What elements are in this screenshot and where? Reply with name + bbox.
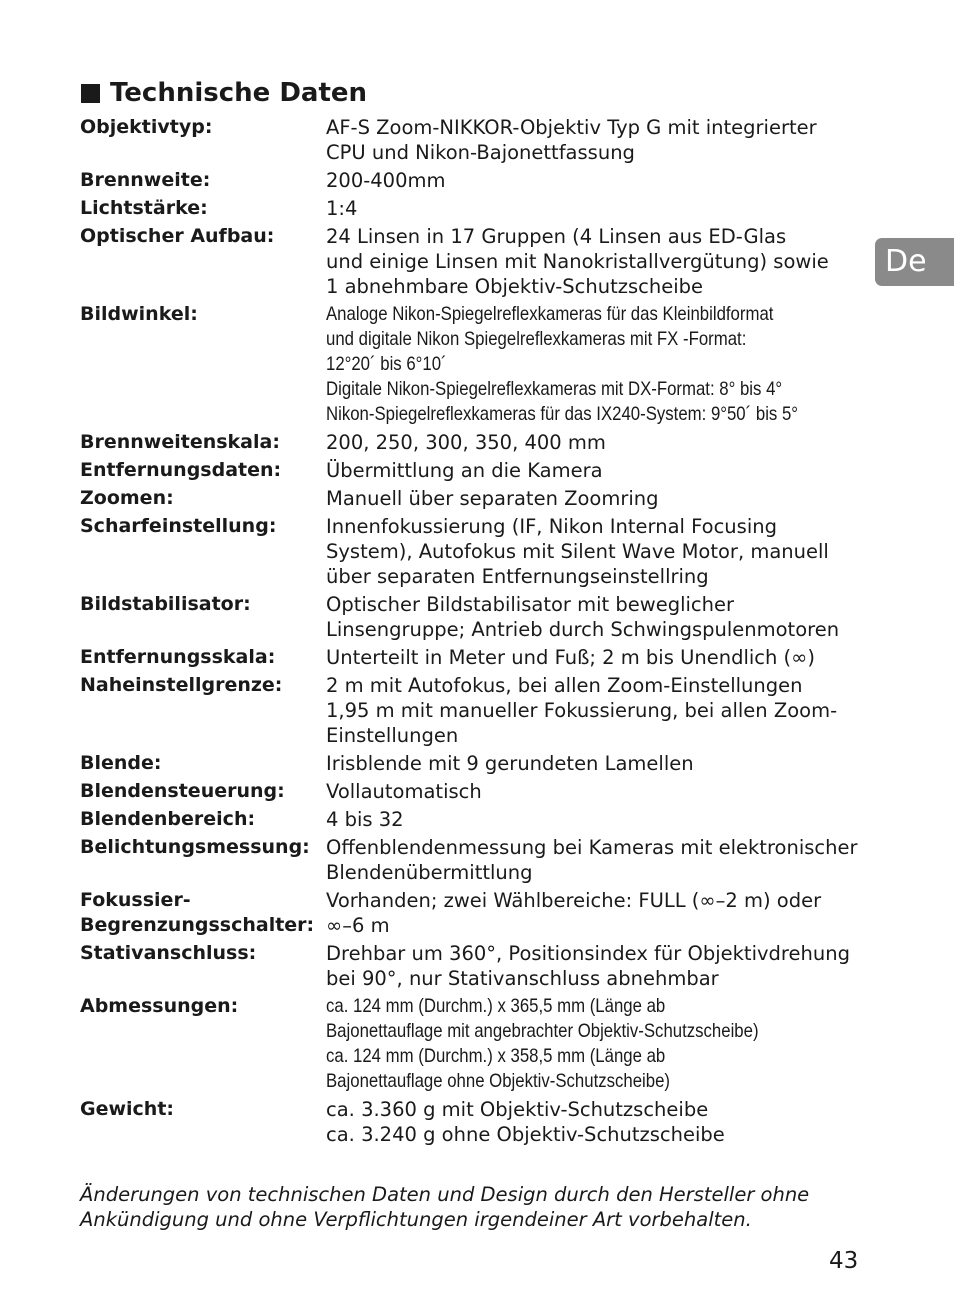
spec-label: Optischer Aufbau: — [80, 225, 275, 247]
spec-value — [326, 514, 880, 589]
spec-label: Stativanschluss: — [80, 942, 257, 964]
spec-value-line: System), Autofokus mit Silent Wave Motor, manuell — [326, 540, 829, 563]
spec-value — [326, 430, 880, 455]
spec-value-line: Einstellungen — [326, 724, 459, 747]
spec-value — [326, 751, 880, 776]
spec-value-line: Digitale Nikon-Spiegelreflexkameras mit DX-Format: 8° bis 4° — [326, 378, 783, 400]
spec-value — [326, 458, 880, 483]
spec-label: Objektivtyp: — [80, 116, 213, 138]
spec-row-blendensteuerung — [80, 779, 880, 804]
spec-label: Naheinstellgrenze: — [80, 674, 283, 696]
spec-value-line: 1,95 m mit manueller Fokussierung, bei allen Zoom- — [326, 699, 838, 722]
spec-label: Bildwinkel: — [80, 303, 198, 325]
page-title-text: Technische Daten — [110, 78, 368, 108]
spec-label: Zoomen: — [80, 487, 174, 509]
language-tab: De — [875, 238, 954, 286]
spec-value-line: Vollautomatisch — [326, 780, 482, 803]
spec-value — [326, 941, 880, 991]
spec-value-line: Manuell über separaten Zoomring — [326, 487, 659, 510]
spec-value-line: 4 bis 32 — [326, 808, 404, 831]
spec-row-naheinstellgrenze — [80, 673, 880, 748]
spec-row-entfernungsskala — [80, 645, 880, 670]
spec-value — [326, 1097, 880, 1147]
spec-value — [326, 645, 880, 670]
disclaimer-note — [80, 1182, 880, 1232]
spec-label: Gewicht: — [80, 1098, 175, 1120]
spec-value-line: Bajonettauflage ohne Objektiv-Schutzscheibe) — [326, 1070, 670, 1092]
page-number: 43 — [829, 1248, 859, 1274]
spec-row-stativanschluss — [80, 941, 880, 991]
spec-value — [326, 779, 880, 804]
spec-value-line: 200-400mm — [326, 169, 446, 192]
spec-label: Lichtstärke: — [80, 197, 208, 219]
spec-value-line: ca. 124 mm (Durchm.) x 358,5 mm (Länge ab — [326, 1045, 666, 1067]
spec-value-line: und digitale Nikon Spiegelreflexkameras mit FX -Format: — [326, 328, 747, 350]
spec-label: Entfernungsskala: — [80, 646, 276, 668]
spec-label-line: Begrenzungsschalter: — [80, 914, 315, 936]
spec-value-line: 1 abnehmbare Objektiv-Schutzscheibe — [326, 275, 704, 298]
spec-value-line: 12°20´ bis 6°10´ — [326, 353, 447, 375]
spec-value — [326, 168, 880, 193]
spec-value — [326, 888, 880, 938]
spec-value — [326, 673, 880, 748]
spec-table — [80, 115, 880, 1150]
spec-value — [326, 592, 880, 642]
spec-value-line: ca. 3.240 g ohne Objektiv-Schutzscheibe — [326, 1123, 725, 1146]
spec-value-line: und einige Linsen mit Nanokristallvergütung) sowie — [326, 250, 829, 273]
spec-label: Entfernungsdaten: — [80, 459, 282, 481]
spec-value-line: bei 90°, nur Stativanschluss abnehmbar — [326, 967, 719, 990]
spec-label: Belichtungsmessung: — [80, 836, 310, 858]
spec-label: Blendenbereich: — [80, 808, 256, 830]
spec-value-line: über separaten Entfernungseinstellring — [326, 565, 709, 588]
disclaimer-line: Ankündigung und ohne Verpflichtungen irgendeiner Art vorbehalten. — [80, 1208, 752, 1231]
spec-row-brennweite — [80, 168, 880, 193]
spec-value-line: 2 m mit Autofokus, bei allen Zoom-Einstellungen — [326, 674, 803, 697]
spec-value-line: Analoge Nikon-Spiegelreflexkameras für das Kleinbildformat — [326, 303, 774, 325]
spec-value-line: 200, 250, 300, 350, 400 mm — [326, 431, 606, 454]
spec-value-line: Innenfokussierung (IF, Nikon Internal Focusing — [326, 515, 777, 538]
spec-value — [326, 807, 880, 832]
spec-row-abmessungen — [80, 994, 880, 1094]
spec-row-blende — [80, 751, 880, 776]
spec-value-line: Linsengruppe; Antrieb durch Schwingspulenmotoren — [326, 618, 840, 641]
spec-value-line: Vorhanden; zwei Wählbereiche: FULL (∞–2 m) oder — [326, 889, 822, 912]
spec-row-zoomen — [80, 486, 880, 511]
spec-value — [326, 115, 880, 165]
spec-row-scharfeinstellung — [80, 514, 880, 589]
spec-row-bildwinkel — [80, 302, 880, 427]
spec-value-line: ca. 3.360 g mit Objektiv-Schutzscheibe — [326, 1098, 709, 1121]
spec-value-line: ∞–6 m — [326, 914, 390, 937]
spec-value — [326, 835, 880, 885]
disclaimer-line: Änderungen von technischen Daten und Design durch den Hersteller ohne — [80, 1183, 810, 1206]
spec-value-line: 1:4 — [326, 197, 358, 220]
spec-row-fokussier — [80, 888, 880, 938]
spec-row-brennweitenskala — [80, 430, 880, 455]
spec-label: Abmessungen: — [80, 995, 239, 1017]
spec-value-line: Bajonettauflage mit angebrachter Objektiv-Schutzscheibe) — [326, 1020, 759, 1042]
spec-label-line: Fokussier- — [80, 889, 191, 911]
spec-value — [326, 994, 880, 1094]
spec-value-line: Unterteilt in Meter und Fuß; 2 m bis Unendlich (∞) — [326, 646, 816, 669]
page-title — [81, 77, 367, 109]
spec-label — [80, 888, 326, 938]
spec-row-lichtstaerke — [80, 196, 880, 221]
spec-value-line: Nikon-Spiegelreflexkameras für das IX240-System: 9°50´ bis 5° — [326, 403, 799, 425]
spec-value-line: Blendenübermittlung — [326, 861, 533, 884]
spec-value-line: 24 Linsen in 17 Gruppen (4 Linsen aus ED-Glas — [326, 225, 787, 248]
spec-value-line: Optischer Bildstabilisator mit beweglicher — [326, 593, 735, 616]
spec-label: Scharfeinstellung: — [80, 515, 277, 537]
spec-row-entfernungsdaten — [80, 458, 880, 483]
spec-value-line: Übermittlung an die Kamera — [326, 459, 603, 482]
spec-value-line: AF-S Zoom-NIKKOR-Objektiv Typ G mit integrierter — [326, 116, 817, 139]
spec-row-objektivtyp — [80, 115, 880, 165]
spec-row-gewicht — [80, 1097, 880, 1147]
spec-value-line: ca. 124 mm (Durchm.) x 365,5 mm (Länge ab — [326, 995, 666, 1017]
spec-value-line: Irisblende mit 9 gerundeten Lamellen — [326, 752, 694, 775]
spec-value — [326, 196, 880, 221]
spec-row-blendenbereich — [80, 807, 880, 832]
spec-label: Bildstabilisator: — [80, 593, 251, 615]
square-bullet-icon — [81, 84, 100, 103]
spec-label: Blendensteuerung: — [80, 780, 285, 802]
spec-row-belichtungsmessung — [80, 835, 880, 885]
spec-label: Brennweite: — [80, 169, 211, 191]
spec-value — [326, 224, 880, 299]
spec-value — [326, 302, 880, 427]
spec-value-line: Drehbar um 360°, Positionsindex für Objektivdrehung — [326, 942, 850, 965]
spec-label: Blende: — [80, 752, 162, 774]
spec-row-bildstabilisator — [80, 592, 880, 642]
spec-value-line: CPU und Nikon-Bajonettfassung — [326, 141, 635, 164]
spec-value — [326, 486, 880, 511]
spec-label: Brennweitenskala: — [80, 431, 280, 453]
spec-value-line: Offenblendenmessung bei Kameras mit elektronischer — [326, 836, 858, 859]
spec-row-aufbau — [80, 224, 880, 299]
